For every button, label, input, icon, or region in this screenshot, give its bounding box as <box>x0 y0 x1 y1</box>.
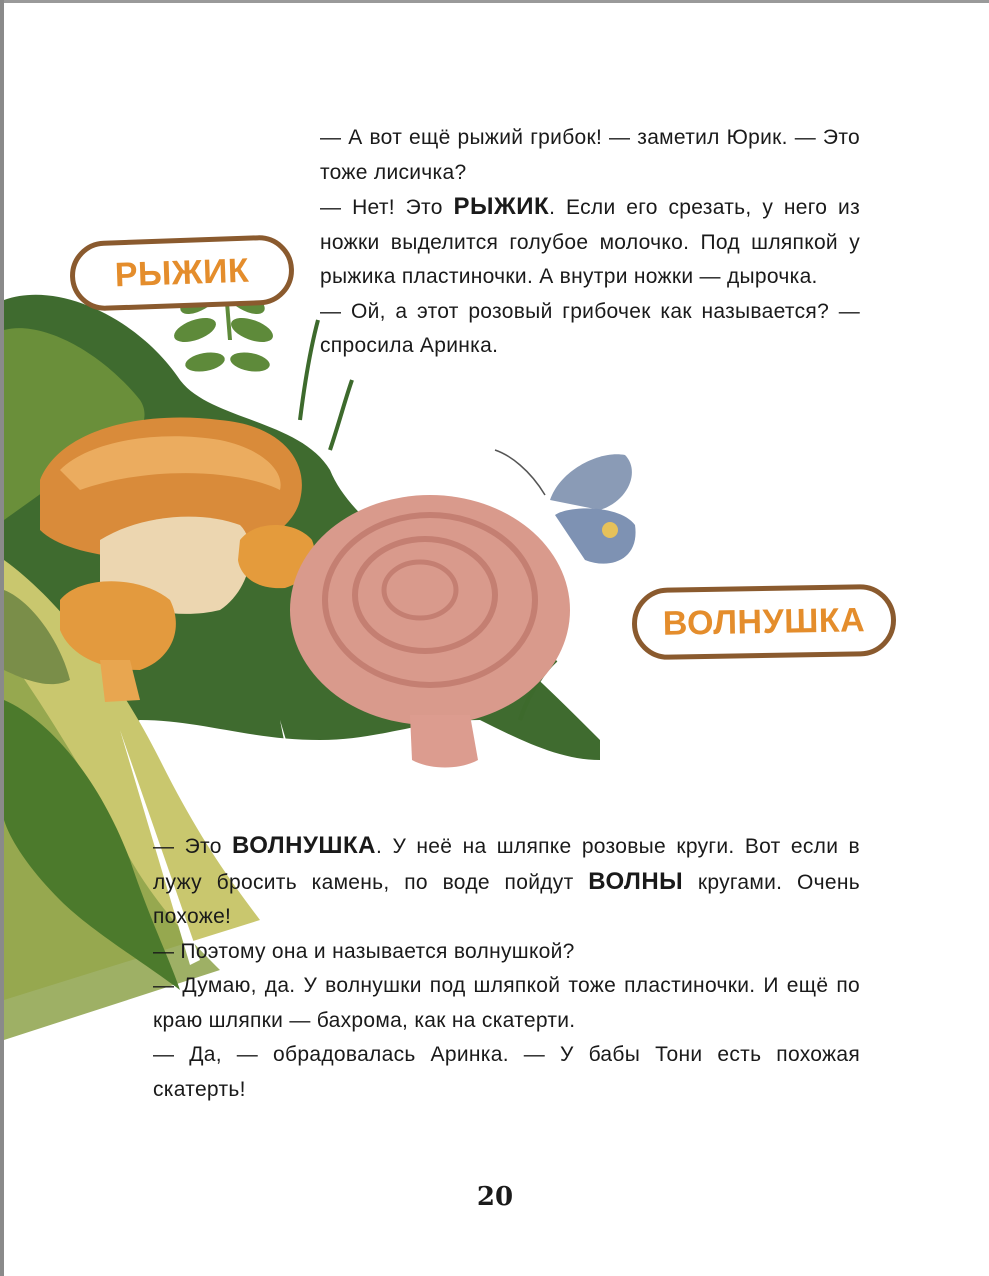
paragraph: — Ой, а этот розовый грибочек как называется? — спросила Аринка. <box>320 299 860 357</box>
paragraph: — Да, — обрадовалась Аринка. — У бабы Тони есть похожая скатерть! <box>153 1043 860 1101</box>
paragraph: — Это ВОЛНУШКА. У неё на шляпке розовые круги. Вот если в лужу бросить камень, по воде пойдут ВОЛНЫ кругами. Очень похоже! <box>153 832 861 928</box>
bottom-text-block <box>153 829 860 1107</box>
paragraph: — Думаю, да. У волнушки под шляпкой тоже пластиночки. И ещё по краю шляпки — бахрома, как на скатерти. <box>153 974 860 1032</box>
paragraph: — А вот ещё рыжий грибок! — заметил Юрик. — Это тоже лисичка? <box>320 126 860 184</box>
paragraph: — Нет! Это РЫЖИК. Если его срезать, у него из ножки выделится голубое молочко. Под шляпкой у рыжика пластиночки. А внутри ножки — дырочка. <box>320 193 860 288</box>
volnushka-cap <box>290 495 570 725</box>
term-volny: ВОЛНЫ <box>588 867 684 895</box>
ryzhik-label <box>69 234 295 312</box>
term-ryzhik: РЫЖИК <box>453 193 550 220</box>
paragraph: — Поэтому она и называется волнушкой? <box>153 939 575 963</box>
volnushka-label-text: ВОЛНУШКА <box>662 600 866 643</box>
volnushka-label <box>631 584 896 661</box>
ryzhik-label-text: РЫЖИК <box>114 251 250 294</box>
top-text-block <box>320 121 860 364</box>
page-number: 20 <box>476 1182 514 1212</box>
term-volnushka: ВОЛНУШКА <box>231 832 376 859</box>
volnushka-stem <box>410 715 478 768</box>
